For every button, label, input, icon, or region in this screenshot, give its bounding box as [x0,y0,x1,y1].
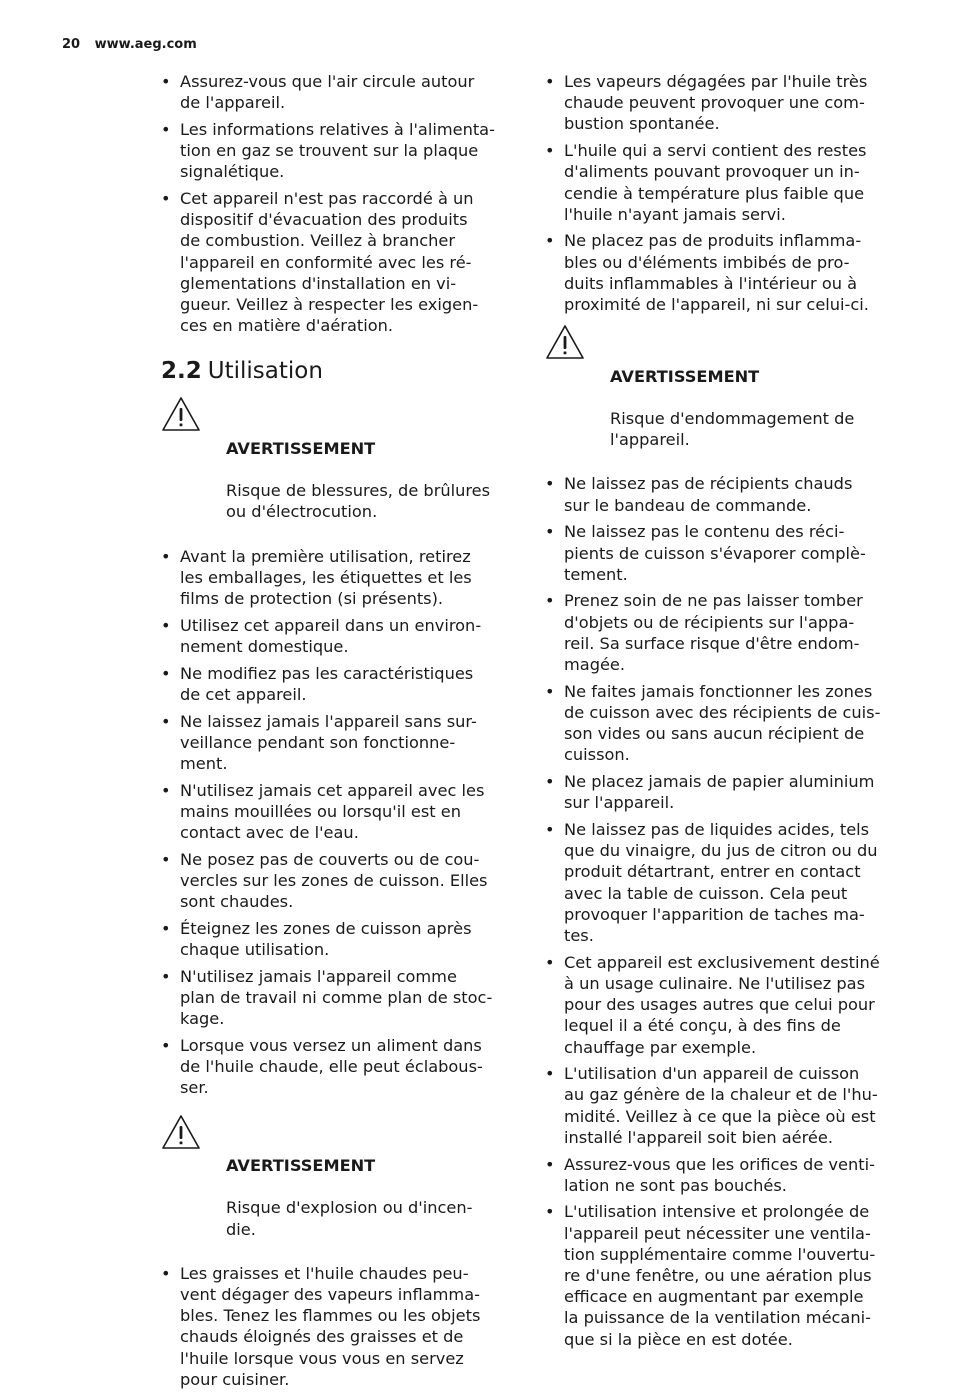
list-item: • Ne faites jamais fonctionner les zones de cuisson avec des récipients de cuis- son vides ou sans aucun récipient de cuisson. [545,681,905,766]
warning-triangle-icon [545,324,585,360]
list-item: • Les vapeurs dégagées par l'huile très chaude peuvent provoquer une com- bustion spontanée. [545,71,905,135]
list-item: • Ne laissez pas le contenu des réci- pients de cuisson s'évaporer complè- tement. [545,521,905,585]
warning-triangle-icon [161,396,201,432]
oil-bullet-list [545,71,905,315]
section-heading [161,357,511,385]
warning-block [161,395,511,522]
warning-title: AVERTISSEMENT [226,438,376,458]
left-column [161,71,511,1395]
warning-block [545,323,905,450]
warning-title: AVERTISSEMENT [610,366,760,386]
section-number: 2.2 [161,358,202,385]
list-item: • Assurez-vous que l'air circule autour de l'appareil. [161,71,511,113]
warning-text: Risque d'explosion ou d'incen- die. [226,1198,473,1239]
list-item: • L'utilisation intensive et prolongée de l'appareil peut nécessiter une ventila- tion supplémentaire comme l'ouvertu- re d'une fenêtre, ou une aération plus efficace en augmentant par exemple la puissance de la ventilation mécani- que si la pièce en est dotée. [545,1201,905,1349]
list-item: • Ne laissez pas de récipients chauds sur le bandeau de commande. [545,473,905,515]
list-item: • Utilisez cet appareil dans un environ- nement domestique. [161,615,511,657]
usage-bullet-list [161,546,511,1099]
list-item: • Ne placez pas de produits inflamma- bles ou d'éléments imbibés de pro- duits inflammables à l'intérieur ou à proximité de l'appareil, ni sur celui-ci. [545,230,905,315]
list-item: • Éteignez les zones de cuisson après chaque utilisation. [161,918,511,960]
list-item: • Assurez-vous que les orifices de venti- lation ne sont pas bouchés. [545,1154,905,1196]
list-item: • Ne laissez jamais l'appareil sans sur- veillance pendant son fonctionne- ment. [161,711,511,775]
right-column [545,71,905,1355]
website-link[interactable]: www.aeg.com [94,37,197,52]
list-item: • N'utilisez jamais l'appareil comme plan de travail ni comme plan de stoc- kage. [161,966,511,1030]
warning-block [161,1113,511,1240]
intro-bullet-list [161,71,511,336]
list-item: • Prenez soin de ne pas laisser tomber d'objets ou de récipients sur l'appa- reil. Sa surface risque d'être endom- magée. [545,590,905,675]
grease-bullet-list [161,1263,511,1390]
list-item: • Cet appareil est exclusivement destiné à un usage culinaire. Ne l'utilisez pas pour des usages autres que celui pour lequel il a été conçu, à des fins de chauffage par exemple. [545,952,905,1058]
section-title: Utilisation [207,358,323,385]
warning-triangle-icon [161,1114,201,1150]
list-item: • N'utilisez jamais cet appareil avec les mains mouillées ou lorsqu'il est en contact avec de l'eau. [161,780,511,844]
list-item: • Cet appareil n'est pas raccordé à un dispositif d'évacuation des produits de combustion. Veillez à brancher l'appareil en conformité avec les ré- glementations d'installation en vi- gueur. Veillez à respecter les exigen- ces en matière d'aération. [161,188,511,336]
list-item: • Ne modifiez pas les caractéristiques de cet appareil. [161,663,511,705]
warning-text: Risque d'endommagement de l'appareil. [610,409,855,450]
list-item: • Les graisses et l'huile chaudes peu- vent dégager des vapeurs inflamma- bles. Tenez les flammes ou les objets chauds éloignés des graisses et de l'huile lorsque vous vous en servez pour cuisiner. [161,1263,511,1390]
list-item: • Ne placez jamais de papier aluminium sur l'appareil. [545,771,905,813]
list-item: • L'huile qui a servi contient des restes d'aliments pouvant provoquer un in- cendie à température plus faible que l'huile n'ayant jamais servi. [545,140,905,225]
list-item: • Ne laissez pas de liquides acides, tels que du vinaigre, du jus de citron ou du produit détartrant, entrer en contact avec la table de cuisson. Cela peut provoquer l'apparition de taches ma- tes. [545,819,905,946]
damage-bullet-list [545,473,905,1349]
warning-text: Risque de blessures, de brûlures ou d'électrocution. [226,481,491,522]
list-item: • Les informations relatives à l'alimenta- tion en gaz se trouvent sur la plaque signalétique. [161,119,511,183]
list-item: • L'utilisation d'un appareil de cuisson au gaz génère de la chaleur et de l'hu- midité. Veillez à ce que la pièce où est installé l'appareil soit bien aérée. [545,1063,905,1148]
page-header [62,37,197,52]
list-item: • Lorsque vous versez un aliment dans de l'huile chaude, elle peut éclabous- ser. [161,1035,511,1099]
list-item: • Avant la première utilisation, retirez les emballages, les étiquettes et les films de protection (si présents). [161,546,511,610]
warning-title: AVERTISSEMENT [226,1155,376,1175]
page-number: 20 [62,37,81,52]
list-item: • Ne posez pas de couverts ou de cou- vercles sur les zones de cuisson. Elles sont chaudes. [161,849,511,913]
